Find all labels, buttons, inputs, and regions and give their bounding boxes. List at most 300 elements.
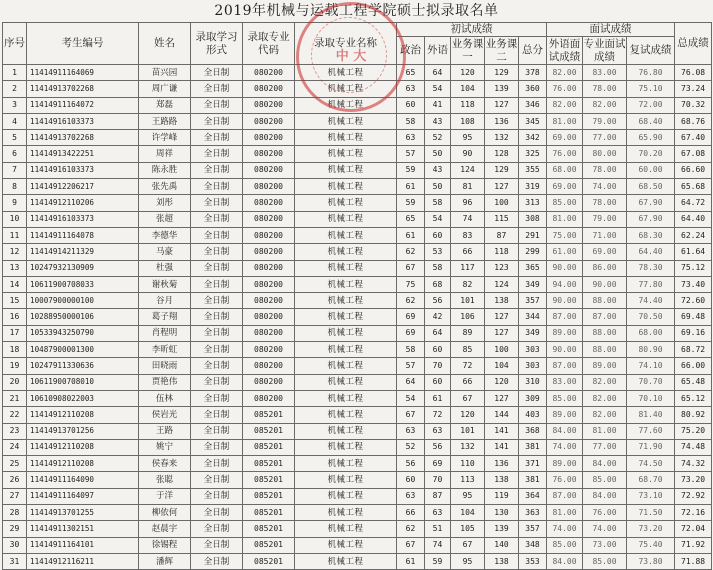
cell-major-name: 机械工程 xyxy=(295,293,397,309)
cell-interview-foreign: 68.00 xyxy=(547,162,583,178)
cell-name: 刘彤 xyxy=(139,195,191,211)
cell-candidate-no: 11414911164072 xyxy=(27,97,139,113)
cell-seq: 7 xyxy=(3,162,27,178)
cell-course2: 123 xyxy=(485,260,519,276)
cell-prelim-total: 378 xyxy=(519,65,547,81)
cell-interview-foreign: 90.00 xyxy=(547,260,583,276)
cell-seq: 31 xyxy=(3,553,27,569)
cell-major-code: 080200 xyxy=(243,260,295,276)
table-row xyxy=(3,81,712,97)
header-politics: 政治 xyxy=(397,37,425,65)
cell-course2: 130 xyxy=(485,505,519,521)
cell-major-name: 机械工程 xyxy=(295,423,397,439)
cell-course2: 127 xyxy=(485,97,519,113)
cell-study-form: 全日制 xyxy=(191,195,243,211)
cell-course1: 104 xyxy=(451,505,485,521)
cell-seq: 4 xyxy=(3,113,27,129)
cell-major-code: 085201 xyxy=(243,439,295,455)
cell-retest: 71.50 xyxy=(627,505,675,521)
cell-study-form: 全日制 xyxy=(191,146,243,162)
cell-major-code: 080200 xyxy=(243,276,295,292)
cell-interview-foreign: 75.00 xyxy=(547,227,583,243)
cell-major-code: 080200 xyxy=(243,342,295,358)
cell-candidate-no: 10610908022003 xyxy=(27,390,139,406)
cell-course2: 129 xyxy=(485,65,519,81)
cell-prelim-total: 365 xyxy=(519,260,547,276)
table-row xyxy=(3,211,712,227)
table-row xyxy=(3,179,712,195)
cell-interview-major: 87.00 xyxy=(583,309,627,325)
cell-interview-foreign: 76.00 xyxy=(547,472,583,488)
table-row xyxy=(3,537,712,553)
cell-study-form: 全日制 xyxy=(191,113,243,129)
cell-interview-foreign: 69.00 xyxy=(547,130,583,146)
table-row xyxy=(3,390,712,406)
cell-major-code: 085201 xyxy=(243,505,295,521)
cell-major-code: 080200 xyxy=(243,244,295,260)
cell-name: 陈永胜 xyxy=(139,162,191,178)
cell-major-name: 机械工程 xyxy=(295,488,397,504)
table-row xyxy=(3,456,712,472)
cell-name: 李德华 xyxy=(139,227,191,243)
cell-study-form: 全日制 xyxy=(191,439,243,455)
cell-prelim-total: 319 xyxy=(519,179,547,195)
cell-retest: 68.40 xyxy=(627,113,675,129)
cell-course2: 119 xyxy=(485,488,519,504)
table-row xyxy=(3,521,712,537)
cell-major-code: 085201 xyxy=(243,456,295,472)
cell-major-name: 机械工程 xyxy=(295,456,397,472)
cell-name: 姚宁 xyxy=(139,439,191,455)
table-row xyxy=(3,97,712,113)
header-major-code: 录取专业代码 xyxy=(243,23,295,65)
cell-candidate-no: 10487900001300 xyxy=(27,342,139,358)
cell-candidate-no: 10007900000100 xyxy=(27,293,139,309)
cell-course2: 138 xyxy=(485,553,519,569)
cell-course1: 90 xyxy=(451,146,485,162)
cell-total: 65.48 xyxy=(675,374,712,390)
cell-politics: 56 xyxy=(397,456,425,472)
cell-interview-major: 80.00 xyxy=(583,146,627,162)
cell-interview-foreign: 82.00 xyxy=(547,97,583,113)
cell-course1: 120 xyxy=(451,65,485,81)
cell-total: 64.40 xyxy=(675,211,712,227)
cell-interview-major: 73.00 xyxy=(583,537,627,553)
cell-interview-foreign: 89.00 xyxy=(547,456,583,472)
cell-course2: 104 xyxy=(485,358,519,374)
cell-study-form: 全日制 xyxy=(191,407,243,423)
cell-foreign: 56 xyxy=(425,293,451,309)
table-row xyxy=(3,260,712,276)
cell-course2: 100 xyxy=(485,195,519,211)
cell-major-code: 080200 xyxy=(243,162,295,178)
cell-politics: 69 xyxy=(397,325,425,341)
cell-major-name: 机械工程 xyxy=(295,407,397,423)
table-row xyxy=(3,146,712,162)
cell-major-name: 机械工程 xyxy=(295,374,397,390)
cell-course1: 66 xyxy=(451,244,485,260)
cell-seq: 18 xyxy=(3,342,27,358)
cell-total: 72.60 xyxy=(675,293,712,309)
cell-foreign: 53 xyxy=(425,244,451,260)
cell-study-form: 全日制 xyxy=(191,358,243,374)
cell-retest: 80.90 xyxy=(627,342,675,358)
cell-politics: 58 xyxy=(397,113,425,129)
cell-major-name: 机械工程 xyxy=(295,537,397,553)
header-course2: 业务课二 xyxy=(485,37,518,63)
cell-course1: 104 xyxy=(451,81,485,97)
cell-study-form: 全日制 xyxy=(191,260,243,276)
cell-name: 赵晨宇 xyxy=(139,521,191,537)
cell-study-form: 全日制 xyxy=(191,537,243,553)
cell-interview-foreign: 76.00 xyxy=(547,81,583,97)
cell-study-form: 全日制 xyxy=(191,488,243,504)
cell-interview-major: 79.00 xyxy=(583,211,627,227)
cell-course1: 67 xyxy=(451,390,485,406)
cell-candidate-no: 11414913422251 xyxy=(27,146,139,162)
table-row xyxy=(3,407,712,423)
cell-course2: 141 xyxy=(485,439,519,455)
cell-candidate-no: 11414911302151 xyxy=(27,521,139,537)
cell-total: 73.24 xyxy=(675,81,712,97)
cell-candidate-no: 10533943250790 xyxy=(27,325,139,341)
cell-politics: 60 xyxy=(397,97,425,113)
cell-candidate-no: 11414913702268 xyxy=(27,81,139,97)
cell-major-name: 机械工程 xyxy=(295,260,397,276)
cell-major-name: 机械工程 xyxy=(295,358,397,374)
cell-candidate-no: 11414911164090 xyxy=(27,472,139,488)
cell-candidate-no: 11414912116211 xyxy=(27,553,139,569)
cell-major-name: 机械工程 xyxy=(295,505,397,521)
cell-foreign: 70 xyxy=(425,472,451,488)
cell-candidate-no: 11414912206217 xyxy=(27,179,139,195)
cell-major-code: 085201 xyxy=(243,537,295,553)
cell-course1: 124 xyxy=(451,162,485,178)
cell-retest: 64.40 xyxy=(627,244,675,260)
cell-seq: 16 xyxy=(3,309,27,325)
cell-interview-major: 82.00 xyxy=(583,390,627,406)
cell-interview-foreign: 81.00 xyxy=(547,113,583,129)
cell-interview-foreign: 82.00 xyxy=(547,65,583,81)
table-row xyxy=(3,342,712,358)
cell-course1: 113 xyxy=(451,472,485,488)
cell-interview-major: 74.00 xyxy=(583,521,627,537)
table-row xyxy=(3,309,712,325)
cell-total: 62.24 xyxy=(675,227,712,243)
cell-course2: 140 xyxy=(485,537,519,553)
cell-seq: 15 xyxy=(3,293,27,309)
cell-interview-foreign: 74.00 xyxy=(547,439,583,455)
cell-major-name: 机械工程 xyxy=(295,472,397,488)
cell-foreign: 63 xyxy=(425,505,451,521)
cell-course1: 101 xyxy=(451,423,485,439)
cell-prelim-total: 349 xyxy=(519,276,547,292)
cell-prelim-total: 303 xyxy=(519,358,547,374)
cell-foreign: 54 xyxy=(425,81,451,97)
cell-study-form: 全日制 xyxy=(191,227,243,243)
cell-politics: 59 xyxy=(397,162,425,178)
cell-prelim-total: 357 xyxy=(519,293,547,309)
header-name: 姓名 xyxy=(139,23,191,65)
table-row xyxy=(3,488,712,504)
cell-interview-foreign: 89.00 xyxy=(547,325,583,341)
cell-study-form: 全日制 xyxy=(191,65,243,81)
cell-interview-foreign: 81.00 xyxy=(547,211,583,227)
table-row xyxy=(3,439,712,455)
cell-retest: 70.20 xyxy=(627,146,675,162)
cell-candidate-no: 11414913702268 xyxy=(27,130,139,146)
cell-seq: 2 xyxy=(3,81,27,97)
cell-foreign: 64 xyxy=(425,65,451,81)
cell-retest: 76.80 xyxy=(627,65,675,81)
header-seq: 序号 xyxy=(3,23,27,65)
cell-major-code: 080200 xyxy=(243,179,295,195)
cell-candidate-no: 11414914211329 xyxy=(27,244,139,260)
cell-retest: 78.30 xyxy=(627,260,675,276)
cell-foreign: 69 xyxy=(425,456,451,472)
cell-major-name: 机械工程 xyxy=(295,162,397,178)
cell-total: 69.16 xyxy=(675,325,712,341)
cell-politics: 58 xyxy=(397,342,425,358)
cell-seq: 12 xyxy=(3,244,27,260)
cell-retest: 81.40 xyxy=(627,407,675,423)
cell-seq: 24 xyxy=(3,439,27,455)
cell-candidate-no: 11414912110206 xyxy=(27,195,139,211)
header-interview-foreign: 外语面试成绩 xyxy=(547,37,583,65)
cell-foreign: 50 xyxy=(425,146,451,162)
cell-candidate-no: 10288950000106 xyxy=(27,309,139,325)
cell-interview-major: 74.00 xyxy=(583,179,627,195)
cell-retest: 67.90 xyxy=(627,195,675,211)
cell-study-form: 全日制 xyxy=(191,309,243,325)
table-row xyxy=(3,325,712,341)
cell-name: 王路 xyxy=(139,423,191,439)
cell-course1: 108 xyxy=(451,113,485,129)
cell-interview-major: 78.00 xyxy=(583,195,627,211)
cell-course2: 118 xyxy=(485,244,519,260)
cell-total: 67.08 xyxy=(675,146,712,162)
cell-major-name: 机械工程 xyxy=(295,244,397,260)
cell-major-name: 机械工程 xyxy=(295,276,397,292)
cell-total: 65.68 xyxy=(675,179,712,195)
cell-politics: 63 xyxy=(397,423,425,439)
cell-interview-foreign: 85.00 xyxy=(547,537,583,553)
cell-interview-foreign: 69.00 xyxy=(547,179,583,195)
cell-name: 柳依何 xyxy=(139,505,191,521)
cell-interview-major: 77.00 xyxy=(583,439,627,455)
cell-course2: 127 xyxy=(485,390,519,406)
table-row xyxy=(3,244,712,260)
table-row xyxy=(3,227,712,243)
table-row xyxy=(3,358,712,374)
cell-seq: 19 xyxy=(3,358,27,374)
cell-prelim-total: 349 xyxy=(519,325,547,341)
cell-major-name: 机械工程 xyxy=(295,113,397,129)
cell-foreign: 63 xyxy=(425,423,451,439)
cell-total: 71.92 xyxy=(675,537,712,553)
cell-politics: 64 xyxy=(397,374,425,390)
cell-study-form: 全日制 xyxy=(191,521,243,537)
cell-course2: 100 xyxy=(485,342,519,358)
cell-retest: 73.10 xyxy=(627,488,675,504)
table-row xyxy=(3,374,712,390)
cell-major-name: 机械工程 xyxy=(295,65,397,81)
cell-study-form: 全日制 xyxy=(191,179,243,195)
cell-major-name: 机械工程 xyxy=(295,309,397,325)
cell-course1: 120 xyxy=(451,407,485,423)
cell-candidate-no: 10247911330636 xyxy=(27,358,139,374)
cell-course1: 101 xyxy=(451,293,485,309)
cell-course1: 118 xyxy=(451,97,485,113)
header-candidate-no: 考生编号 xyxy=(27,23,139,65)
cell-politics: 62 xyxy=(397,244,425,260)
cell-prelim-total: 381 xyxy=(519,439,547,455)
cell-retest: 74.50 xyxy=(627,456,675,472)
cell-interview-major: 82.00 xyxy=(583,407,627,423)
cell-politics: 60 xyxy=(397,472,425,488)
cell-major-code: 080200 xyxy=(243,146,295,162)
cell-course1: 95 xyxy=(451,553,485,569)
cell-candidate-no: 11414911164101 xyxy=(27,537,139,553)
cell-name: 徐锡程 xyxy=(139,537,191,553)
cell-total: 72.92 xyxy=(675,488,712,504)
cell-retest: 75.10 xyxy=(627,81,675,97)
cell-interview-foreign: 85.00 xyxy=(547,390,583,406)
cell-course2: 136 xyxy=(485,456,519,472)
cell-major-code: 080200 xyxy=(243,358,295,374)
cell-major-code: 080200 xyxy=(243,325,295,341)
cell-course2: 136 xyxy=(485,113,519,129)
cell-major-code: 080200 xyxy=(243,390,295,406)
cell-major-name: 机械工程 xyxy=(295,325,397,341)
cell-name: 田晓雨 xyxy=(139,358,191,374)
cell-interview-major: 78.00 xyxy=(583,162,627,178)
cell-foreign: 70 xyxy=(425,358,451,374)
cell-course2: 132 xyxy=(485,130,519,146)
cell-prelim-total: 368 xyxy=(519,423,547,439)
cell-major-code: 085201 xyxy=(243,521,295,537)
cell-course1: 132 xyxy=(451,439,485,455)
cell-name: 侯岩光 xyxy=(139,407,191,423)
cell-major-code: 080200 xyxy=(243,130,295,146)
header-study-form: 录取学习形式 xyxy=(191,23,243,65)
cell-major-name: 机械工程 xyxy=(295,81,397,97)
cell-seq: 28 xyxy=(3,505,27,521)
cell-prelim-total: 371 xyxy=(519,456,547,472)
cell-interview-major: 69.00 xyxy=(583,244,627,260)
cell-study-form: 全日制 xyxy=(191,374,243,390)
cell-seq: 25 xyxy=(3,456,27,472)
cell-total: 68.72 xyxy=(675,342,712,358)
cell-seq: 26 xyxy=(3,472,27,488)
cell-name: 谷月 xyxy=(139,293,191,309)
cell-politics: 61 xyxy=(397,553,425,569)
cell-name: 周祥 xyxy=(139,146,191,162)
cell-name: 杜强 xyxy=(139,260,191,276)
cell-study-form: 全日制 xyxy=(191,423,243,439)
cell-major-name: 机械工程 xyxy=(295,390,397,406)
cell-interview-major: 79.00 xyxy=(583,113,627,129)
cell-interview-foreign: 83.00 xyxy=(547,374,583,390)
cell-name: 肖程明 xyxy=(139,325,191,341)
cell-seq: 20 xyxy=(3,374,27,390)
cell-politics: 59 xyxy=(397,195,425,211)
cell-politics: 63 xyxy=(397,488,425,504)
table-row xyxy=(3,162,712,178)
cell-name: 潘辉 xyxy=(139,553,191,569)
cell-course2: 144 xyxy=(485,407,519,423)
cell-study-form: 全日制 xyxy=(191,342,243,358)
admission-table xyxy=(2,22,712,570)
cell-name: 马豪 xyxy=(139,244,191,260)
table-row xyxy=(3,276,712,292)
cell-course1: 83 xyxy=(451,227,485,243)
cell-name: 郑磊 xyxy=(139,97,191,113)
cell-major-code: 085201 xyxy=(243,553,295,569)
cell-study-form: 全日制 xyxy=(191,162,243,178)
cell-politics: 62 xyxy=(397,521,425,537)
cell-politics: 75 xyxy=(397,276,425,292)
header-prelim-total: 总分 xyxy=(519,37,547,65)
cell-major-code: 080200 xyxy=(243,374,295,390)
cell-prelim-total: 355 xyxy=(519,162,547,178)
cell-foreign: 50 xyxy=(425,179,451,195)
cell-seq: 22 xyxy=(3,407,27,423)
cell-course2: 138 xyxy=(485,293,519,309)
cell-study-form: 全日制 xyxy=(191,456,243,472)
cell-study-form: 全日制 xyxy=(191,293,243,309)
table-row xyxy=(3,472,712,488)
cell-retest: 67.90 xyxy=(627,211,675,227)
cell-course2: 139 xyxy=(485,521,519,537)
cell-name: 侯春来 xyxy=(139,456,191,472)
cell-retest: 60.00 xyxy=(627,162,675,178)
cell-interview-major: 90.00 xyxy=(583,276,627,292)
cell-course2: 115 xyxy=(485,211,519,227)
cell-study-form: 全日制 xyxy=(191,472,243,488)
cell-foreign: 87 xyxy=(425,488,451,504)
cell-study-form: 全日制 xyxy=(191,276,243,292)
cell-total: 71.88 xyxy=(675,553,712,569)
cell-course2: 127 xyxy=(485,179,519,195)
cell-retest: 71.90 xyxy=(627,439,675,455)
cell-seq: 21 xyxy=(3,390,27,406)
cell-candidate-no: 11414916103373 xyxy=(27,211,139,227)
cell-foreign: 68 xyxy=(425,276,451,292)
table-row xyxy=(3,113,712,129)
cell-name: 于洋 xyxy=(139,488,191,504)
cell-interview-major: 84.00 xyxy=(583,456,627,472)
cell-prelim-total: 345 xyxy=(519,113,547,129)
cell-total: 64.72 xyxy=(675,195,712,211)
cell-interview-foreign: 74.00 xyxy=(547,521,583,537)
cell-foreign: 43 xyxy=(425,113,451,129)
cell-interview-major: 82.00 xyxy=(583,97,627,113)
header-major-name: 录取专业名称 xyxy=(295,23,397,65)
cell-foreign: 56 xyxy=(425,439,451,455)
cell-major-code: 080200 xyxy=(243,81,295,97)
cell-total: 74.48 xyxy=(675,439,712,455)
header-interview-major: 专业面试成绩 xyxy=(583,37,626,63)
cell-total: 73.40 xyxy=(675,276,712,292)
cell-retest: 73.80 xyxy=(627,553,675,569)
official-seal: 中 大 xyxy=(296,2,406,112)
cell-interview-foreign: 84.00 xyxy=(547,553,583,569)
cell-prelim-total: 342 xyxy=(519,130,547,146)
cell-interview-major: 85.00 xyxy=(583,553,627,569)
cell-course1: 117 xyxy=(451,260,485,276)
cell-interview-foreign: 94.00 xyxy=(547,276,583,292)
